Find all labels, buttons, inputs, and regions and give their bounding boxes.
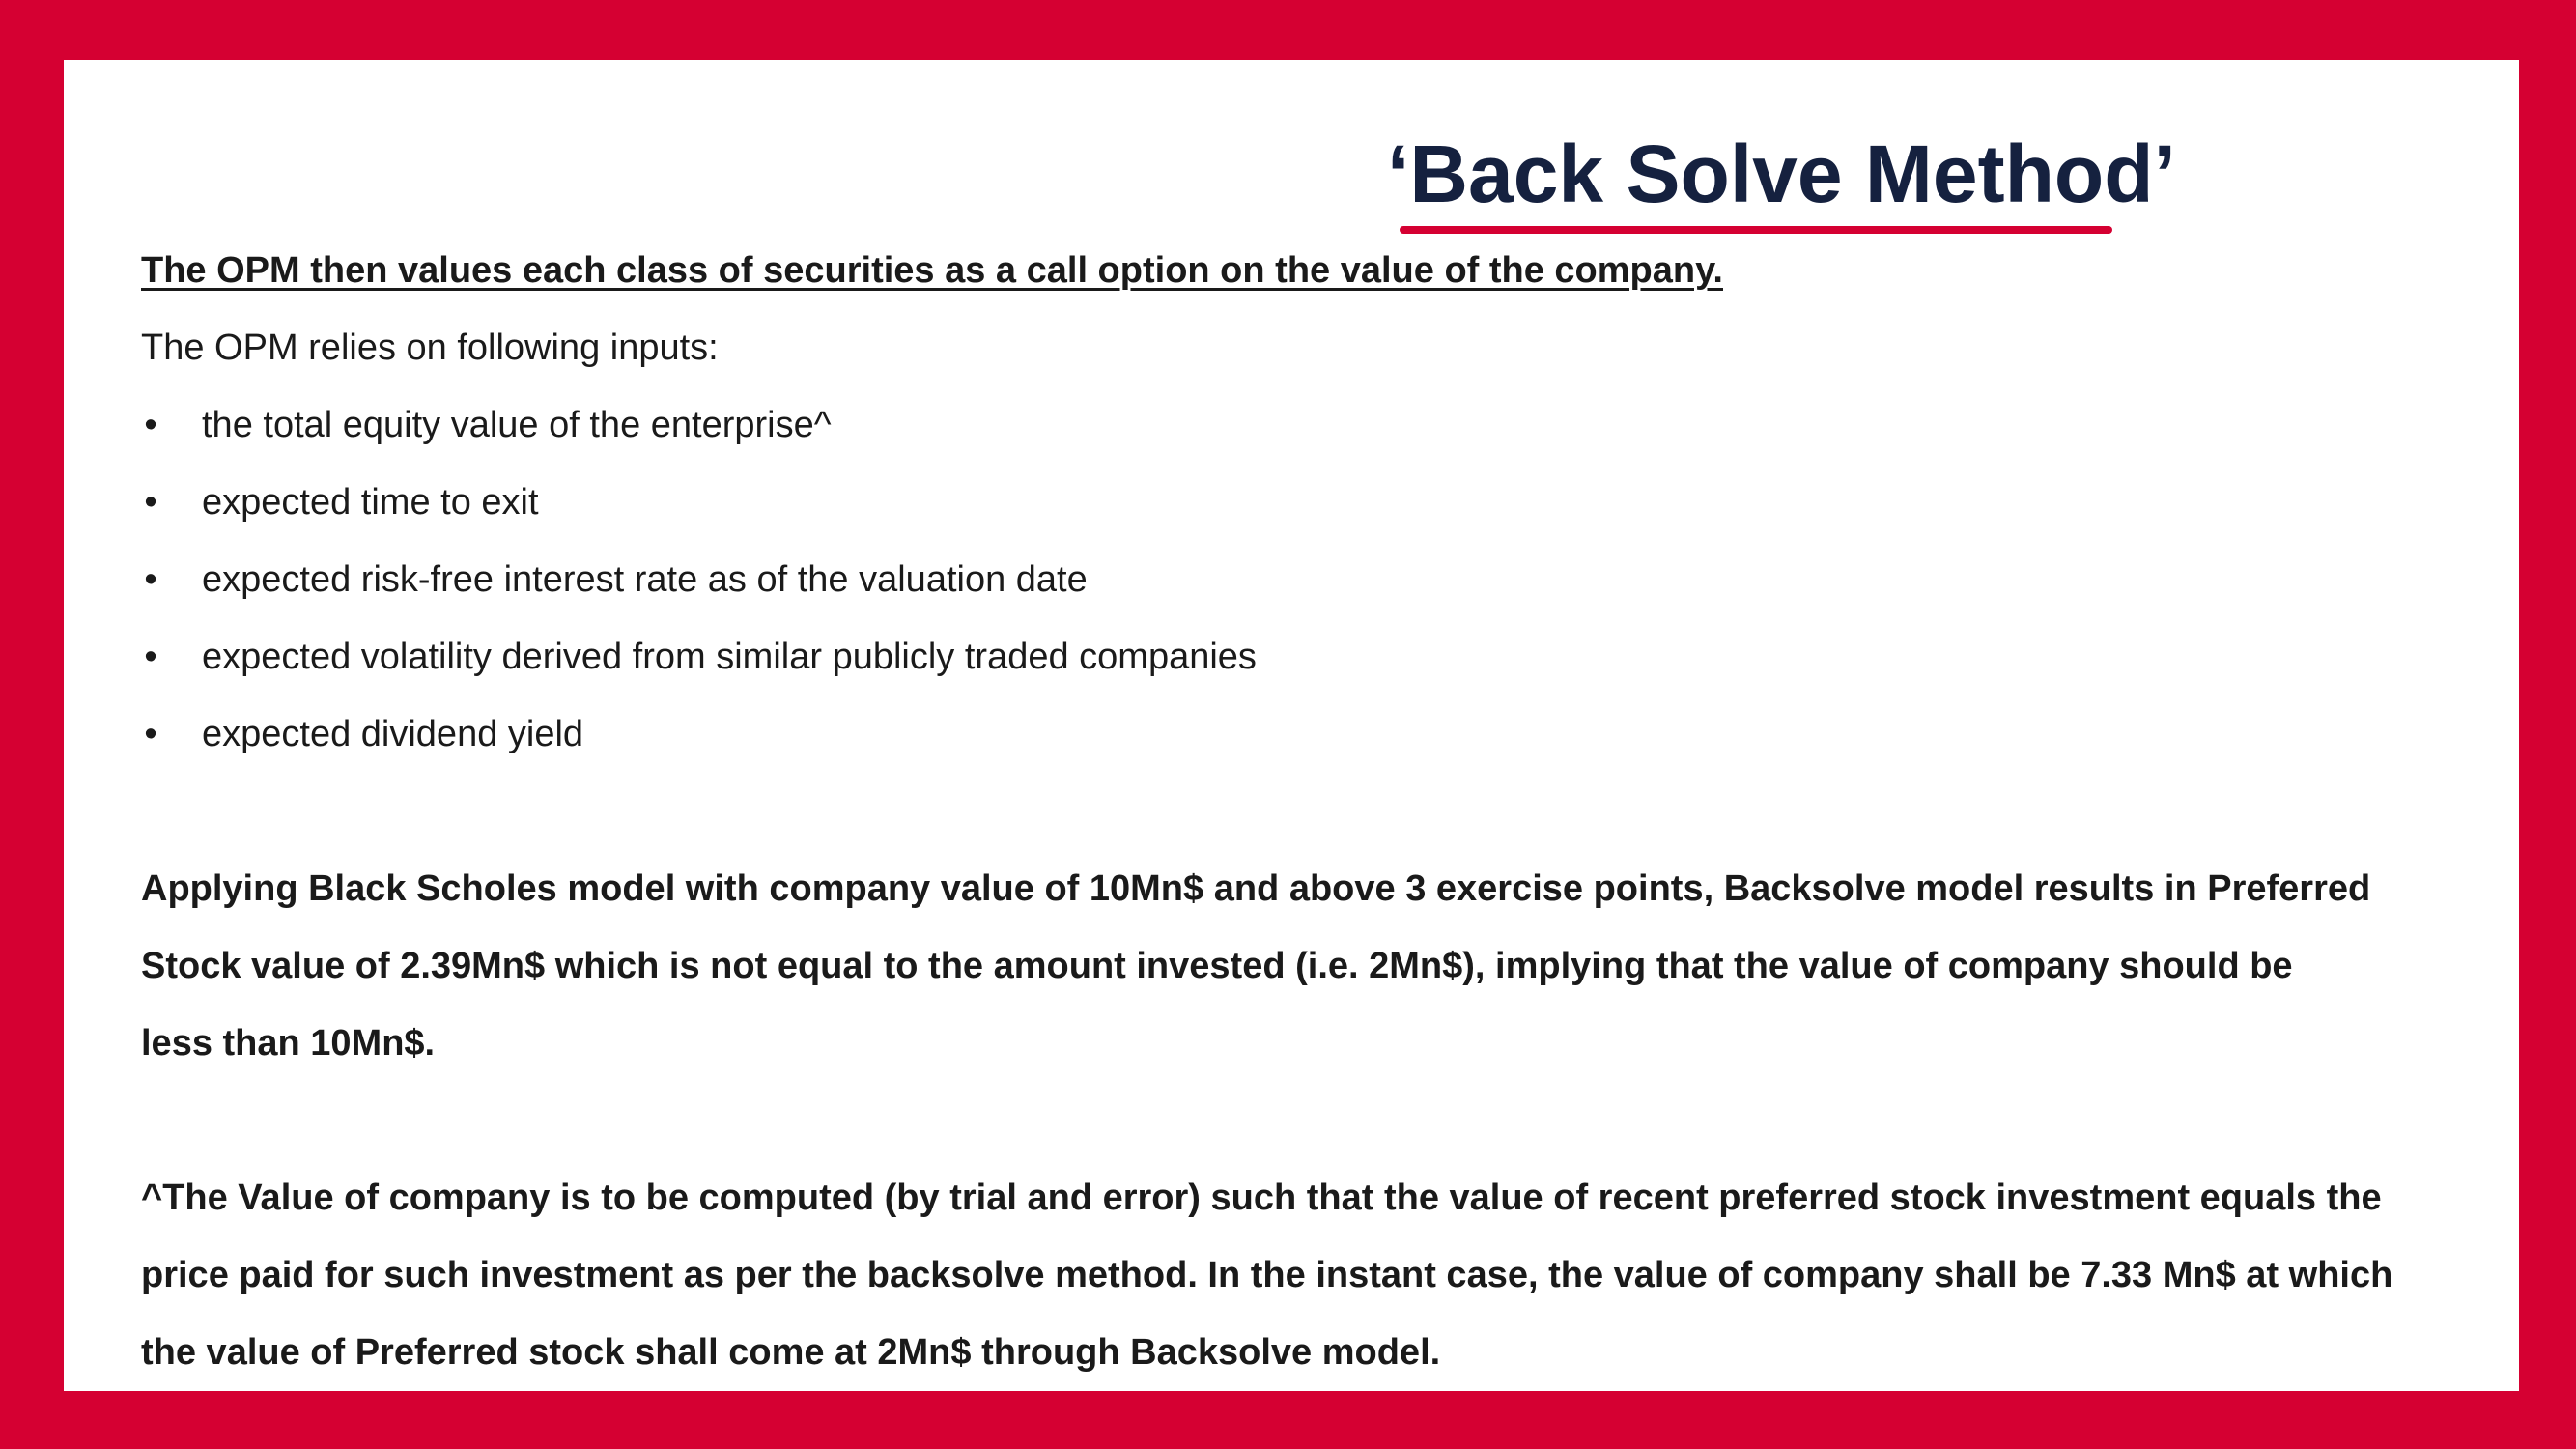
paragraph-line: Stock value of 2.39Mn$ which is not equal to the amount invested (i.e. 2Mn$), implying that the value of company should be (141, 946, 2293, 986)
intro-statement: The OPM then values each class of securities as a call option on the value of the company. (141, 250, 1723, 291)
paragraph-line: ^The Value of company is to be computed (by trial and error) such that the value of recent preferred stock investment equals the (141, 1178, 2382, 1218)
list-item-text: expected dividend yield (202, 714, 584, 754)
paragraph-line: less than 10Mn$. (141, 1023, 436, 1064)
bullet-icon: • (144, 405, 157, 445)
slide-canvas (64, 60, 2519, 1391)
bullet-icon: • (144, 637, 157, 677)
bullet-icon: • (144, 559, 157, 600)
list-item-text: the total equity value of the enterprise^ (202, 405, 832, 445)
list-item-text: expected risk-free interest rate as of the valuation date (202, 559, 1088, 600)
list-item-text: expected volatility derived from similar publicly traded companies (202, 637, 1257, 677)
list-item (141, 464, 2517, 541)
spacer (141, 773, 2517, 850)
list-item (141, 386, 2517, 464)
paragraph-line: Applying Black Scholes model with company value of 10Mn$ and above 3 exercise points, Backsolve model results in Preferred (141, 868, 2371, 909)
list-item (141, 541, 2517, 618)
inputs-heading: The OPM relies on following inputs: (141, 327, 719, 368)
list-item-text: expected time to exit (202, 482, 539, 523)
list-item (141, 696, 2517, 773)
bullet-icon: • (144, 714, 157, 754)
black-scholes-paragraph (141, 850, 2498, 1082)
list-item (141, 618, 2517, 696)
inputs-list (141, 386, 2517, 773)
paragraph-line: price paid for such investment as per the backsolve method. In the instant case, the value of company shall be 7.33 Mn$ at which (141, 1255, 2393, 1295)
bullet-icon: • (144, 482, 157, 523)
footnote-paragraph (141, 1159, 2498, 1391)
spacer (141, 1082, 2517, 1159)
slide-title: ‘Back Solve Method’ (1387, 128, 2176, 219)
paragraph-line: the value of Preferred stock shall come at 2Mn$ through Backsolve model. (141, 1332, 1441, 1373)
slide-body (141, 232, 2517, 1391)
